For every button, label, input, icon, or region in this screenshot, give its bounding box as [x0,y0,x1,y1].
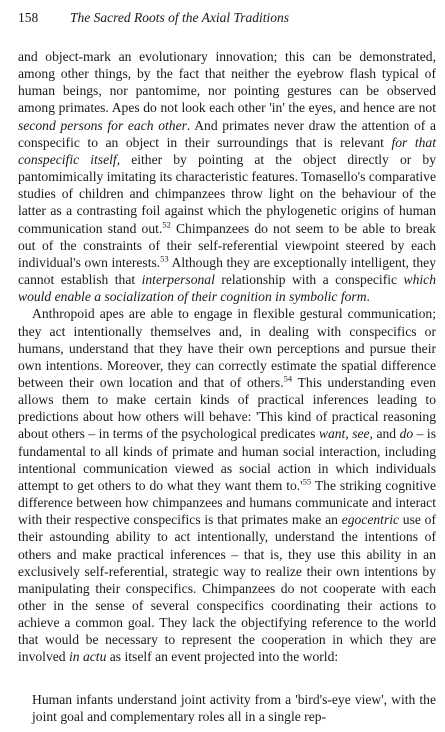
body-text: . [366,289,370,305]
italic-text: which would enable a socialization of their cognition in symbolic form [18,272,436,305]
body-text: . And primates never draw the attention of a conspecific to an object in their surroundings that is relevant [18,117,436,150]
paragraph-2 [18,305,436,665]
italic-text: for that conspecific itself [18,134,436,167]
italic-text: want [318,426,346,442]
page-number: 158 [18,10,39,25]
body-text: Although they are exceptionally intelligent, they cannot establish that [18,254,436,288]
footnote-ref: 53 [160,253,169,264]
body-text: This understanding even allows them to make certain kinds of practical inferences leading to predictions about how others will behave: 'This kind of practical reasoning about others – in terms of the psychological predicates [18,374,436,442]
italic-text: egocentric [341,512,400,528]
body-text: Anthropoid apes are able to engage in flexible gestural communication; they act intentionally themselves and, in dealing with conspecifics or humans, understand that they have their own perceptions and pursue their own intentions. Moreover, they can correctly estimate the spatial difference between their own location and that of others. [18,306,436,390]
book-page [18,10,436,725]
body-text: as itself an event projected into the world: [106,649,339,665]
body-text: relationship with a conspecific [214,272,404,288]
body-text: use of their astounding ability to act intentionally, understand the intentions of others and make practical inferences – that is, they use this ability in an exclusively self-referential, strategic way to realize their own intentions by manipulating their conspecifics. Chimpanzees do not cooperate with each other in the sense of several conspecifics coordinating their actions to achieve a common goal. They lack the objectifying reference to the world that would be necessary to represent the cooperation in which they are involved [18,512,436,665]
body-text: , and [369,426,400,442]
footnote-ref: 54 [283,373,293,384]
footnote-ref: 52 [162,219,171,230]
italic-text: see [352,426,370,442]
page-header [18,10,436,40]
footnote-ref: 55 [302,476,312,487]
italic-text: in actu [68,649,107,665]
body-text: , either by pointing at the object directly or by pantomimically imitating its characteristic features. Tomasello's comparative studies of children and chimpanzees throw light on the behaviour of the latter as a contrasting foil against which the phylogenetic origins of human communication stand out. [18,151,436,236]
body-text: , [345,426,353,442]
page-body [18,48,436,725]
paragraph-1 [18,48,436,305]
italic-text: second persons for each other [18,117,187,133]
body-text: and object-mark an evolutionary innovation; this can be demonstrated, among other things, by the fact that neither the eyebrow flash typical of human beings, nor pantomime, nor pointing gestures can be observed among primates. Apes do not look each other 'in' the eyes, and hence are not [18,49,436,116]
body-text: The striking cognitive difference between how chimpanzees and humans communicate and interact with their respective conspecifics is that primates make an [18,477,436,528]
block-quote: Human infants understand joint activity from a 'bird's-eye view', with the joint goal and complementary roles all in a single rep- [32,691,436,724]
body-text: Chimpanzees do not seem to be able to break out of the constraints of their self-referential viewpoint steered by each individual's own interests. [18,220,436,270]
running-head: The Sacred Roots of the Axial Traditions [70,10,289,25]
italic-text: do [399,426,414,442]
body-text: – is fundamental to all kinds of primate and human social interaction, including intentional communication viewed as social action in which individuals attempt to get others to do what they want them to.' [18,426,436,493]
italic-text: interpersonal [141,272,215,288]
